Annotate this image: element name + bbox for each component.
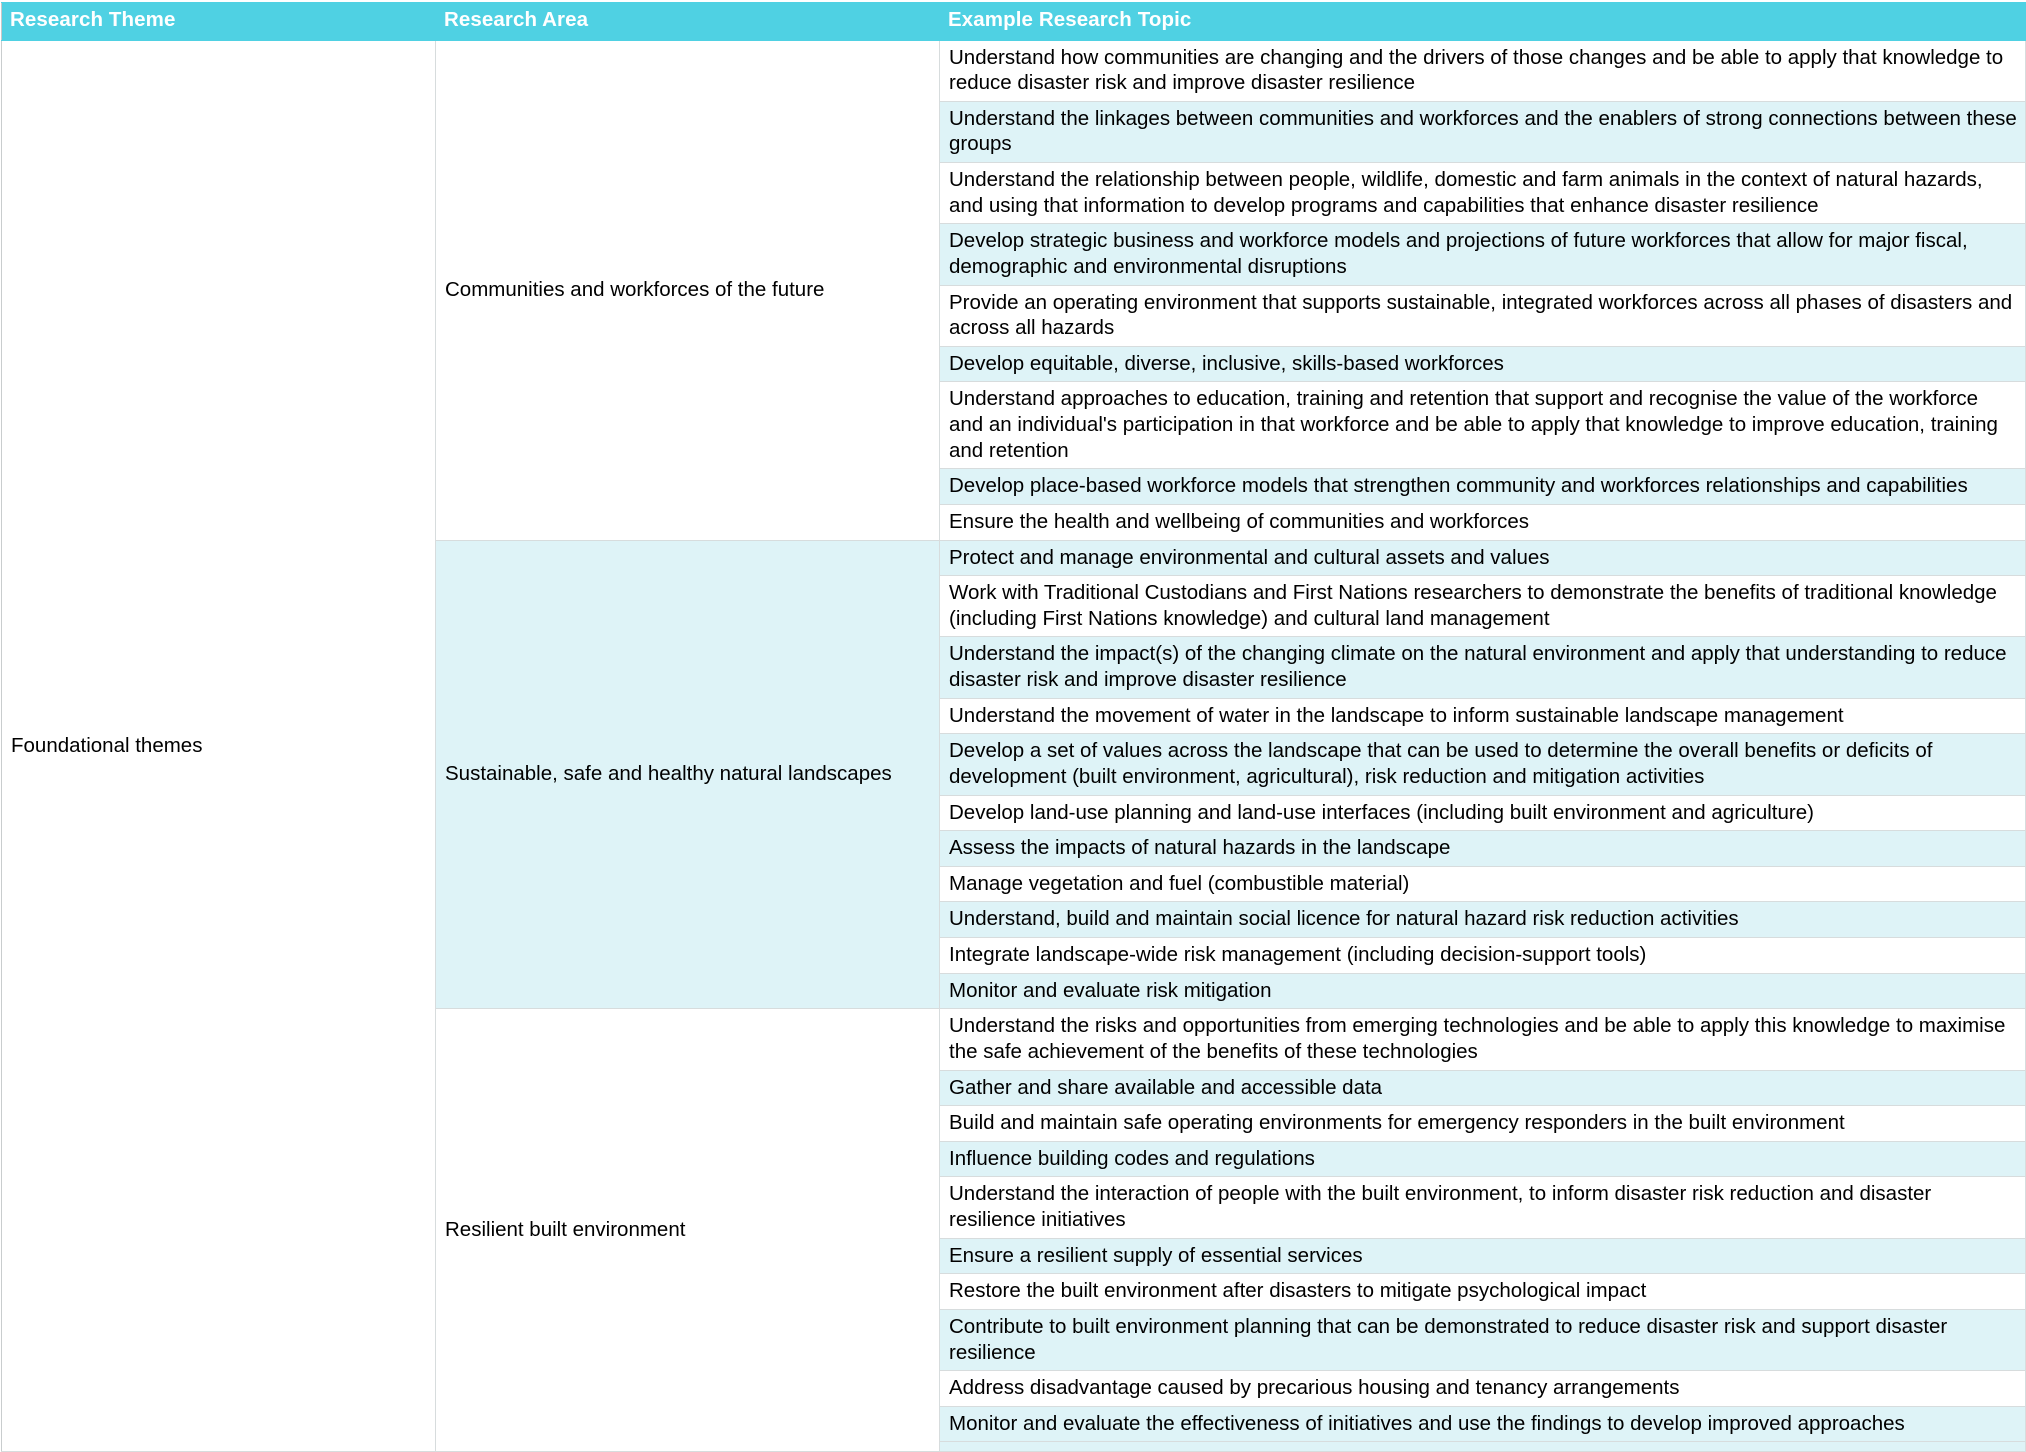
cell-example-research-topic: Develop equitable, diverse, inclusive, skills-based workforces <box>940 346 2026 382</box>
cell-example-research-topic: Understand the risks and opportunities from emerging technologies and be able to apply this knowledge to maximise the safe achievement of the benefits of these technologies <box>940 1009 2026 1070</box>
table-body <box>2 40 2026 1452</box>
cell-example-research-topic: Understand the interaction of people with the built environment, to inform disaster risk reduction and disaster resilience initiatives <box>940 1177 2026 1238</box>
cell-example-research-topic: Understand the impact(s) of the changing climate on the natural environment and apply that understanding to reduce disaster risk and improve disaster resilience <box>940 637 2026 698</box>
cell-example-research-topic: Build and maintain safe operating environments for emergency responders in the built environment <box>940 1106 2026 1142</box>
cell-example-research-topic: Contribute to built environment planning that can be demonstrated to reduce disaster risk and support disaster resilience <box>940 1309 2026 1370</box>
cell-example-research-topic: Address disadvantage caused by precarious housing and tenancy arrangements <box>940 1371 2026 1407</box>
cell-example-research-topic: Understand the linkages between communities and workforces and the enablers of strong connections between these groups <box>940 101 2026 162</box>
cell-example-research-topic: Understand the relationship between people, wildlife, domestic and farm animals in the context of natural hazards, and using that information to develop programs and capabilities that enhance disaster resilience <box>940 163 2026 224</box>
cell-example-research-topic: Work with Traditional Custodians and First Nations researchers to demonstrate the benefits of traditional knowledge (including First Nations knowledge) and cultural land management <box>940 576 2026 637</box>
cell-example-research-topic: Protect and manage environmental and cultural assets and values <box>940 540 2026 576</box>
cell-example-research-topic: Monitor and evaluate risk mitigation <box>940 973 2026 1009</box>
cell-example-research-topic: Develop a set of values across the landscape that can be used to determine the overall benefits or deficits of development (built environment, agricultural), risk reduction and mitigation activities <box>940 734 2026 795</box>
cell-example-research-topic: Ensure the health and wellbeing of communities and workforces <box>940 504 2026 540</box>
table-row <box>2 40 2026 101</box>
cell-example-research-topic: Understand approaches to education, training and retention that support and recognise the value of the workforce and an individual's participation in that workforce and be able to apply that knowledge to improve education, training and retention <box>940 382 2026 469</box>
cell-research-area: Resilient built environment <box>436 1009 940 1452</box>
cell-example-research-topic: Provide an operating environment that supports sustainable, integrated workforces across all phases of disasters and across all hazards <box>940 285 2026 346</box>
cell-example-research-topic: Develop place-based workforce models that strengthen community and workforces relationships and capabilities <box>940 469 2026 505</box>
cell-example-research-topic: Understand, build and maintain social licence for natural hazard risk reduction activities <box>940 902 2026 938</box>
cell-example-research-topic <box>940 1442 2026 1452</box>
cell-example-research-topic: Understand how communities are changing and the drivers of those changes and be able to apply that knowledge to reduce disaster risk and improve disaster resilience <box>940 40 2026 101</box>
column-header-research-theme: Research Theme <box>2 3 436 41</box>
research-themes-table <box>1 2 2026 1452</box>
cell-example-research-topic: Understand the movement of water in the landscape to inform sustainable landscape management <box>940 698 2026 734</box>
cell-example-research-topic: Influence building codes and regulations <box>940 1141 2026 1177</box>
cell-example-research-topic: Ensure a resilient supply of essential services <box>940 1238 2026 1274</box>
cell-example-research-topic: Manage vegetation and fuel (combustible material) <box>940 866 2026 902</box>
cell-example-research-topic: Integrate landscape-wide risk management (including decision-support tools) <box>940 938 2026 974</box>
cell-example-research-topic: Develop land-use planning and land-use interfaces (including built environment and agriculture) <box>940 795 2026 831</box>
header-row <box>2 3 2026 41</box>
cell-research-theme: Foundational themes <box>2 40 436 1452</box>
column-header-research-area: Research Area <box>436 3 940 41</box>
cell-example-research-topic: Gather and share available and accessible data <box>940 1070 2026 1106</box>
column-header-example-research-topic: Example Research Topic <box>940 3 2026 41</box>
table-header <box>2 3 2026 41</box>
cell-example-research-topic: Assess the impacts of natural hazards in the landscape <box>940 831 2026 867</box>
cell-example-research-topic: Monitor and evaluate the effectiveness of initiatives and use the findings to develop improved approaches <box>940 1406 2026 1442</box>
cell-example-research-topic: Develop strategic business and workforce models and projections of future workforces that allow for major fiscal, demographic and environmental disruptions <box>940 224 2026 285</box>
cell-research-area: Communities and workforces of the future <box>436 40 940 540</box>
cell-example-research-topic: Restore the built environment after disasters to mitigate psychological impact <box>940 1274 2026 1310</box>
cell-research-area: Sustainable, safe and healthy natural landscapes <box>436 540 940 1009</box>
